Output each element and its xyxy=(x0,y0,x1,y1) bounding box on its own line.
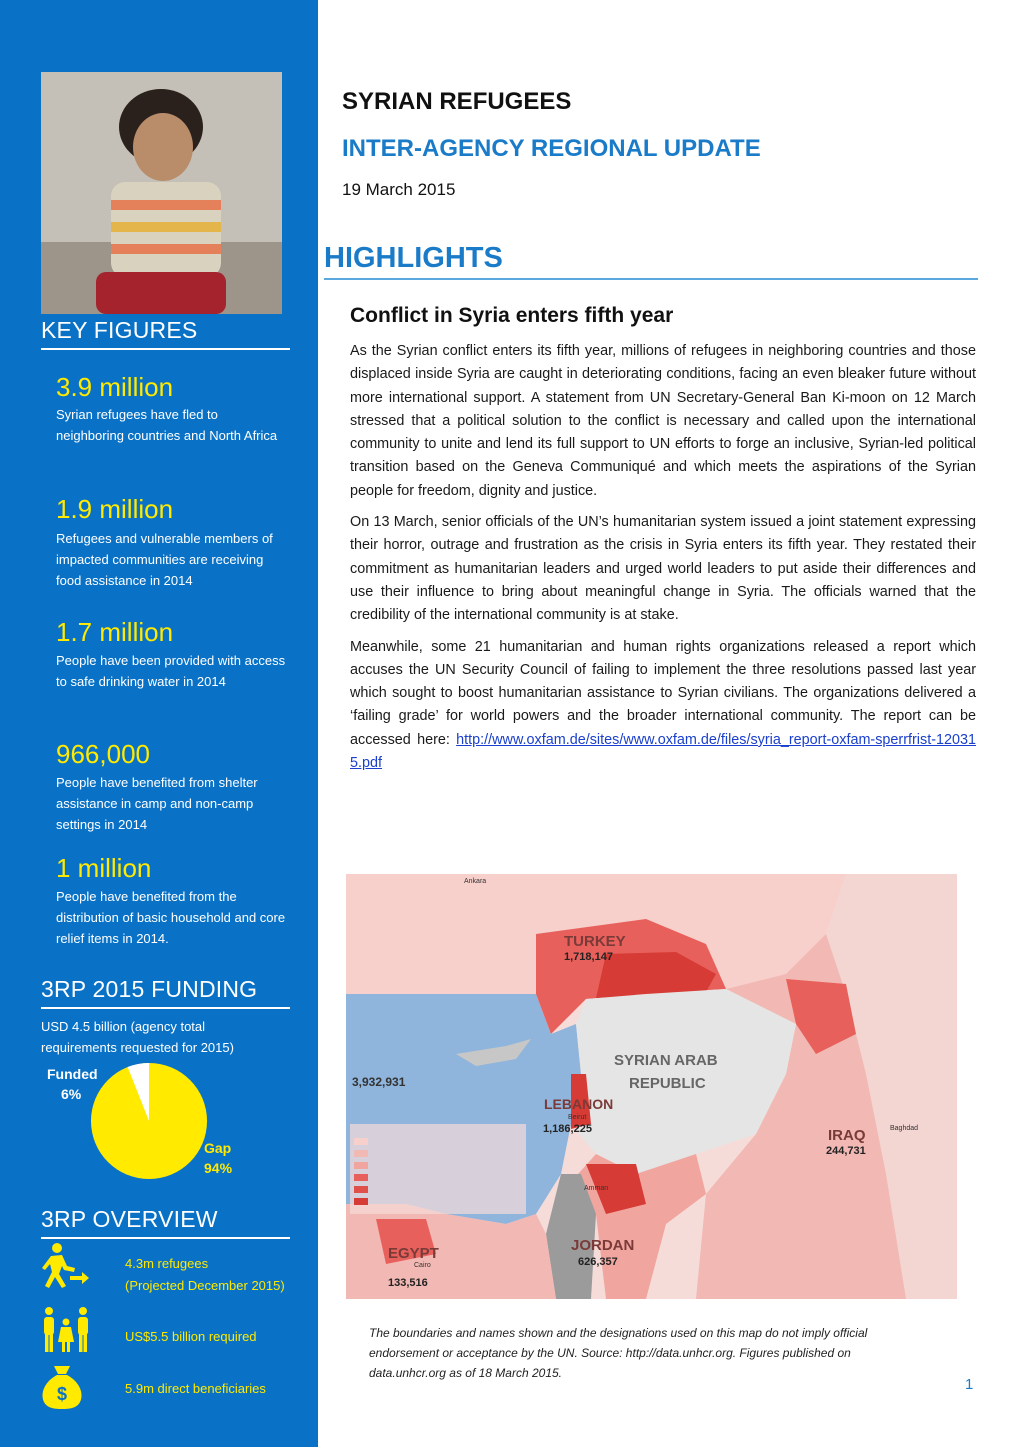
refugee-map xyxy=(346,874,957,1299)
map-count-turkey: 1,718,147 xyxy=(564,951,613,963)
funded-label: Funded xyxy=(47,1066,98,1082)
key-figure-desc: Refugees and vulnerable members of impacted communities are receiving food assistance in 2014 xyxy=(56,531,273,588)
funding-description: USD 4.5 billion (agency total requirements requested for 2015) xyxy=(41,1019,234,1055)
child-photo xyxy=(41,72,282,314)
page-number: 1 xyxy=(965,1376,974,1393)
map-count-jordan: 626,357 xyxy=(578,1256,618,1268)
refugee-map-illustration xyxy=(346,874,957,1299)
overview-funding-required: US$5.5 billion required xyxy=(125,1329,257,1344)
map-label-jordan: JORDAN xyxy=(571,1237,635,1254)
map-label-egypt: EGYPT xyxy=(388,1245,439,1262)
highlights-heading: HIGHLIGHTS xyxy=(324,242,978,280)
map-city-cairo: Cairo xyxy=(414,1262,431,1269)
key-figures-heading: KEY FIGURES xyxy=(41,317,290,350)
map-count-iraq: 244,731 xyxy=(826,1145,866,1157)
report-link[interactable]: http://www.oxfam.de/sites/www.oxfam.de/files/syria_report-oxfam-sperrfrist-120315.pdf xyxy=(350,731,977,772)
key-figure-desc: People have benefited from the distribution of basic household and core relief items in 2014. xyxy=(56,889,286,946)
article-paragraph xyxy=(350,636,976,776)
map-count-lebanon: 1,186,225 xyxy=(543,1123,592,1135)
overview-refugees-line1: 4.3m refugees xyxy=(125,1256,209,1271)
map-caption: The boundaries and names shown and the designations used on this map do not imply official endorsement or acceptance by the UN. Source: http://data.unhcr.org. Figures published on data.unhcr.org as of 18 March 2015. xyxy=(369,1326,868,1380)
map-city-ankara: Ankara xyxy=(464,878,487,885)
map-count-egypt: 133,516 xyxy=(388,1277,428,1289)
map-city-beirut: Beirut xyxy=(568,1114,587,1121)
key-figure-desc: Syrian refugees have fled to neighboring countries and North Africa xyxy=(56,407,278,443)
map-label-iraq: IRAQ xyxy=(828,1127,866,1144)
gap-percent: 94% xyxy=(204,1160,233,1176)
money-bag-icon xyxy=(40,1364,84,1410)
funding-pie-chart xyxy=(90,1062,208,1180)
funding-heading: 3RP 2015 FUNDING xyxy=(41,976,290,1009)
pie-label-gap xyxy=(204,1138,232,1178)
refugee-walking-icon xyxy=(40,1242,90,1292)
child-photo-illustration xyxy=(41,72,282,314)
overview-refugees xyxy=(125,1253,285,1297)
key-figure-value: 1 million xyxy=(56,853,152,883)
key-figure-value: 3.9 million xyxy=(56,372,174,402)
key-figure-value: 966,000 xyxy=(56,739,150,769)
document-title: SYRIAN REFUGEES xyxy=(342,88,572,115)
document-date: 19 March 2015 xyxy=(342,180,456,199)
overview-refugees-line2: (Projected December 2015) xyxy=(125,1278,285,1293)
document-subtitle: INTER-AGENCY REGIONAL UPDATE xyxy=(342,135,761,162)
map-label-lebanon: LEBANON xyxy=(544,1096,614,1112)
map-label-syria-line2: REPUBLIC xyxy=(629,1075,706,1092)
key-figure-value: 1.9 million xyxy=(56,494,174,524)
sidebar xyxy=(0,0,318,1447)
article-paragraph: On 13 March, senior officials of the UN’s humanitarian system issued a joint statement expressing their horror, outrage and frustration as the crisis in Syria enters its fifth year. They restated their commitment as humanitarian leaders and urged world leaders to put aside their differences and use their influence to bring about meaningful change in Syria. The officials warned that the credibility of the international community is at stake. xyxy=(350,514,976,624)
family-icon xyxy=(40,1306,92,1356)
map-city-amman: Amman xyxy=(584,1185,609,1192)
overview-beneficiaries: 5.9m direct beneficiaries xyxy=(125,1381,266,1396)
map-city-baghdad: Baghdad xyxy=(890,1125,919,1132)
overview-heading: 3RP OVERVIEW xyxy=(41,1206,290,1239)
key-figure-value: 1.7 million xyxy=(56,617,174,647)
gap-label: Gap xyxy=(204,1140,232,1156)
article-body xyxy=(350,340,976,775)
key-figure-desc: People have been provided with access to safe drinking water in 2014 xyxy=(56,653,286,689)
funded-percent: 6% xyxy=(61,1086,82,1102)
pie-label-funded xyxy=(47,1064,98,1104)
map-label-syria-line1: SYRIAN ARAB xyxy=(614,1052,718,1069)
article-paragraph: As the Syrian conflict enters its fifth year, millions of refugees in neighboring countries and those displaced inside Syria are caught in deteriorating conditions, facing an even bleaker future without more international support. A statement from UN Secretary-General Ban Ki-moon on 12 March stressed that a political solution to the conflict is necessary and called upon the international community to unite and lend its full support to UN efforts to forge an inclusive, Syrian-led political transition based on the Geneva Communiqué and which meets the aspirations of the Syrian people for freedom, dignity and justice. xyxy=(350,343,976,499)
svg-text:$: $ xyxy=(56,1384,68,1404)
key-figure-desc: People have benefited from shelter assistance in camp and non-camp settings in 2014 xyxy=(56,775,258,832)
map-total-count: 3,932,931 xyxy=(352,1075,406,1089)
map-label-turkey: TURKEY xyxy=(564,933,626,950)
article-paragraph-text: Meanwhile, some 21 humanitarian and human rights organizations released a report which accuses the UN Security Council of failing to implement the three resolutions passed last year which sought to boost humanitarian assistance to Syrian civilians. The organizations delivered a ‘failing grade’ for world powers and the broader international community. The report can be accessed here: xyxy=(350,638,976,748)
article-title: Conflict in Syria enters fifth year xyxy=(350,304,674,327)
